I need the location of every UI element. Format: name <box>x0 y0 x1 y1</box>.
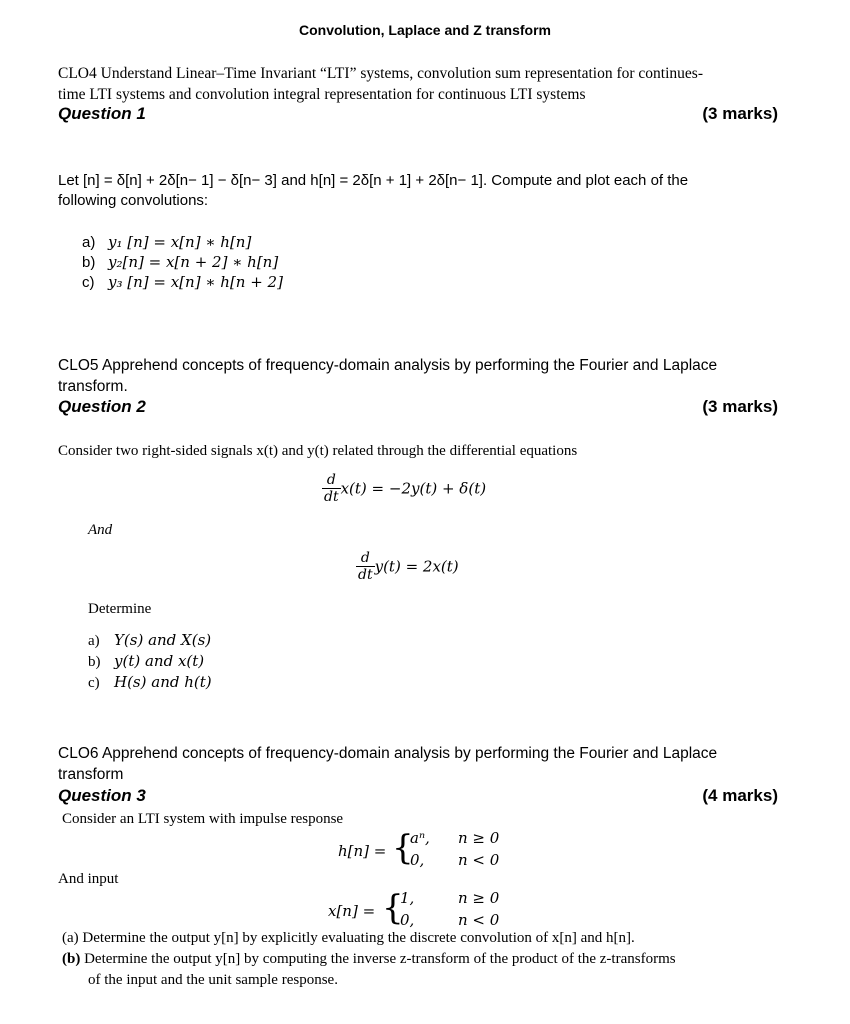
question-1-statement-line1: Let [n] = δ[n] + 2δ[n− 1] − δ[n− 3] and h[n] = 2δ[n + 1] + 2δ[n− 1]. Compute and plot each of the <box>58 172 689 189</box>
question-1-heading: Question 1 <box>58 104 146 123</box>
x-case2-value: 0, <box>400 911 415 929</box>
item-equation: y₁ [n] = x[n] ∗ h[n] <box>108 233 252 251</box>
page-title: Convolution, Laplace and Z transform <box>298 22 552 38</box>
x-case1-condition: n ≥ 0 <box>458 889 500 907</box>
question-2-item-a <box>88 631 211 650</box>
question-3-part-b <box>62 951 676 968</box>
derivative-operator: $\frac{d}{dt}$ <box>324 472 339 505</box>
question-2-heading: Question 2 <box>58 397 146 416</box>
h-case2-condition: n < 0 <box>458 851 500 869</box>
question-2-item-c <box>88 673 212 692</box>
item-text: y(t) and x(t) <box>114 652 205 670</box>
question-3-heading: Question 3 <box>58 786 146 805</box>
and-label: And <box>88 522 113 538</box>
clo4-line1: CLO4 Understand Linear–Time Invariant “LTI” systems, convolution sum representation for continues- <box>58 65 703 82</box>
item-label: c) <box>88 675 100 691</box>
question-3-part-a <box>62 930 635 947</box>
question-3-part-b-line2: of the input and the unit sample response. <box>88 972 338 988</box>
item-label: c) <box>82 274 95 291</box>
clo6-line1: CLO6 Apprehend concepts of frequency-domain analysis by performing the Fourier and Laplace <box>58 745 718 762</box>
left-brace: { <box>392 828 414 868</box>
h-case1-condition: n ≥ 0 <box>458 829 500 847</box>
and-input-label: And input <box>58 871 119 887</box>
left-brace: { <box>382 888 404 928</box>
item-label: b) <box>82 254 96 271</box>
question-2-marks: (3 marks) <box>702 397 778 416</box>
clo4-line2: time LTI systems and convolution integral representation for continuous LTI systems <box>58 86 586 103</box>
h-case1-value: aⁿ, <box>410 829 430 847</box>
item-text: H(s) and h(t) <box>114 673 212 691</box>
item-text: Y(s) and X(s) <box>114 631 212 649</box>
equation-rhs: x(t) = −2y(t) + δ(t) <box>340 479 487 498</box>
question-1-marks: (3 marks) <box>702 104 778 123</box>
question-1-item-c <box>82 273 283 292</box>
determine-label: Determine <box>88 601 152 617</box>
derivative-operator: $\frac{d}{dt}$ <box>358 550 373 583</box>
impulse-response-lhs: h[n] = <box>338 842 387 860</box>
part-label: (a) <box>62 930 79 946</box>
question-1-item-b <box>82 253 278 272</box>
question-2-intro: Consider two right-sided signals x(t) and y(t) related through the differential equations <box>58 443 578 459</box>
differential-equation-1 <box>322 472 486 505</box>
h-case2-value: 0, <box>410 851 425 869</box>
differential-equation-2 <box>356 550 459 583</box>
part-label: (b) <box>62 951 81 967</box>
question-3-marks: (4 marks) <box>702 786 778 805</box>
clo6-line2: transform <box>58 766 124 783</box>
equation-rhs: y(t) = 2x(t) <box>374 557 459 576</box>
x-case1-value: 1, <box>400 889 415 907</box>
question-2-item-b <box>88 652 204 671</box>
clo5-line2: transform. <box>58 378 128 395</box>
x-case2-condition: n < 0 <box>458 911 500 929</box>
input-signal-lhs: x[n] = <box>328 902 376 920</box>
item-label: a) <box>82 234 96 251</box>
part-text: Determine the output y[n] by computing the inverse z-transform of the product of the z-transforms <box>84 951 676 967</box>
item-equation: y₂[n] = x[n + 2] ∗ h[n] <box>108 253 279 271</box>
item-label: b) <box>88 654 101 670</box>
part-text: Determine the output y[n] by explicitly evaluating the discrete convolution of x[n] and h[n]. <box>82 930 635 946</box>
item-equation: y₃ [n] = x[n] ∗ h[n + 2] <box>108 273 283 291</box>
question-1-statement-line2: following convolutions: <box>58 192 209 209</box>
item-label: a) <box>88 633 100 649</box>
clo5-line1: CLO5 Apprehend concepts of frequency-domain analysis by performing the Fourier and Laplace <box>58 357 718 374</box>
question-1-item-a <box>82 233 251 252</box>
question-3-intro: Consider an LTI system with impulse response <box>62 811 344 827</box>
